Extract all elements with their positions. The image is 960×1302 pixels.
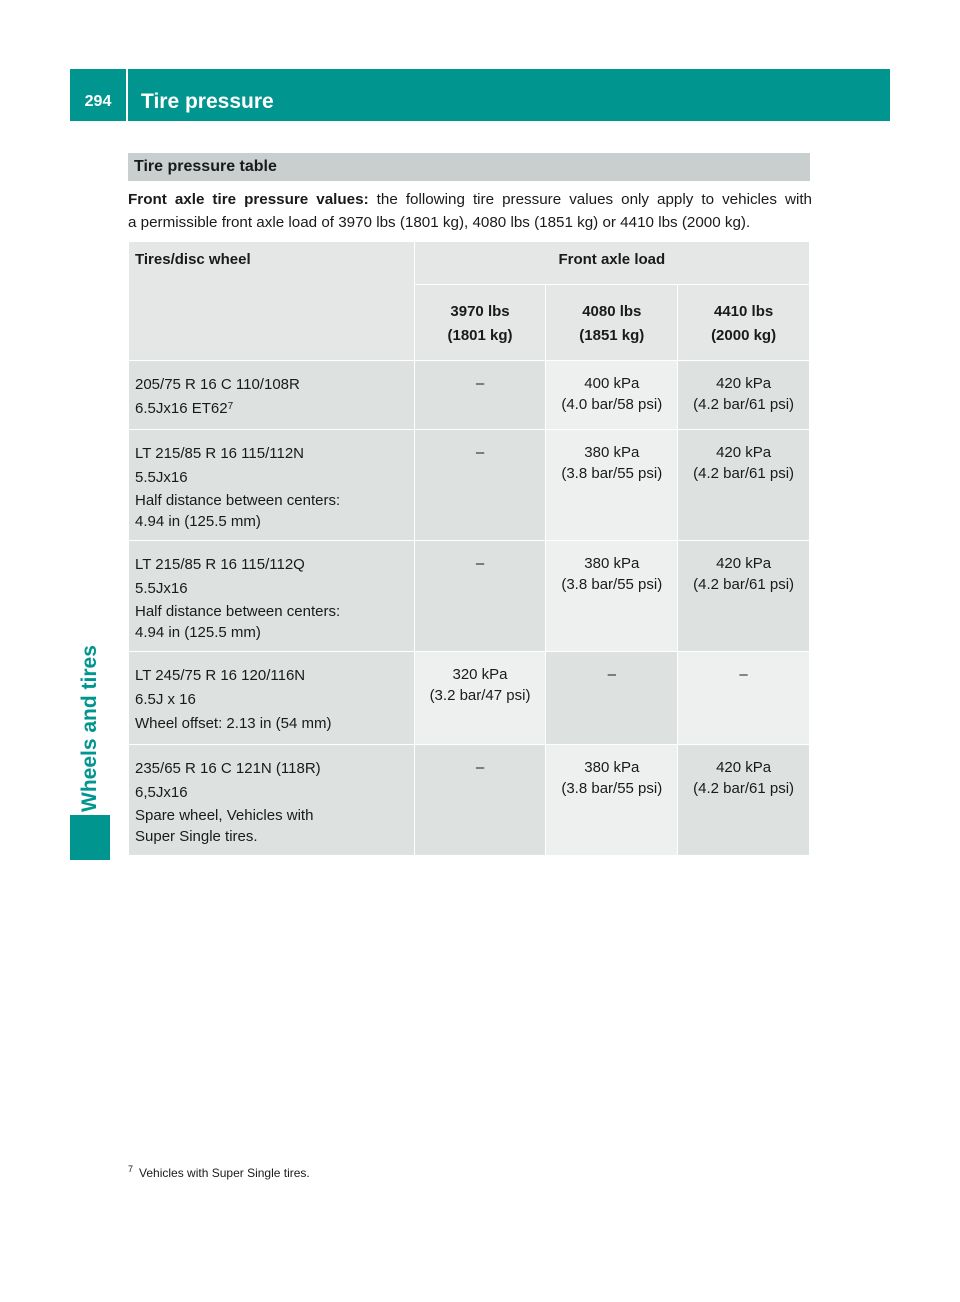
value-cell: 380 kPa (3.8 bar/55 psi)	[546, 745, 678, 856]
tire-pressure-table	[128, 241, 810, 856]
footnote-ref: 7	[227, 401, 234, 412]
load-lbs: 4080 lbs	[582, 303, 642, 320]
value-cell: –	[414, 745, 546, 856]
tire-note: Spare wheel, Vehicles with	[135, 807, 314, 824]
load-lbs: 4410 lbs	[713, 303, 774, 320]
load-kg: (1851 kg)	[579, 327, 645, 344]
tire-size: LT 215/85 R 16 115/112N	[135, 445, 305, 462]
side-tab-label[interactable]: Wheels and tires	[78, 645, 101, 812]
intro-paragraph	[128, 188, 812, 234]
side-tab-marker	[70, 815, 110, 860]
load-kg: (2000 kg)	[711, 327, 777, 344]
intro-line-2: a permissible front axle load of 3970 lbs (1801 kg), 4080 lbs (1851 kg) or 4410 lbs (2000 kg).	[128, 214, 751, 231]
page-title: Tire pressure	[141, 90, 274, 113]
table-header-row	[129, 242, 810, 285]
tire-note: 4.94 in (125.5 mm)	[135, 624, 261, 641]
intro-line-1: the following tire pressure values only apply to vehicles with	[368, 191, 812, 208]
load-lbs: 3970 lbs	[450, 303, 510, 320]
tire-size: LT 215/85 R 16 115/112Q	[135, 556, 305, 573]
tire-cell	[129, 652, 415, 745]
wheel-size: 6,5Jx16	[135, 784, 188, 801]
value-cell: 400 kPa (4.0 bar/58 psi)	[546, 361, 678, 430]
wheel-size: 5.5Jx16	[135, 469, 188, 486]
value-cell: 420 kPa (4.2 bar/61 psi)	[678, 541, 810, 652]
tire-note: Half distance between centers:	[135, 492, 341, 509]
footnote	[128, 1166, 310, 1180]
wheel-size: 5.5Jx16	[135, 580, 188, 597]
tire-size: 235/65 R 16 C 121N (118R)	[135, 760, 321, 777]
wheel-size: 6.5Jx16 $ET62^7$	[135, 400, 234, 417]
tire-note: Half distance between centers:	[135, 603, 341, 620]
load-header-1	[414, 285, 546, 361]
load-header-3	[678, 285, 810, 361]
value-cell: 420 kPa (4.2 bar/61 psi)	[678, 430, 810, 541]
tire-cell	[129, 745, 415, 856]
tire-size: 205/75 R 16 C 110/108R	[135, 376, 300, 393]
page-number: 294	[84, 93, 112, 110]
value-cell: –	[546, 652, 678, 745]
load-header-2	[546, 285, 678, 361]
footnote-mark: 7	[128, 1164, 134, 1174]
header-divider	[126, 69, 128, 121]
table-row	[129, 541, 810, 652]
intro-bold: Front axle tire pressure values:	[128, 191, 369, 208]
table-row	[129, 745, 810, 856]
col-header-front-axle: Front axle load	[414, 242, 809, 285]
tire-cell	[129, 430, 415, 541]
value-cell: 380 kPa (3.8 bar/55 psi)	[546, 541, 678, 652]
tire-size: LT 245/75 R 16 120/116N	[135, 667, 306, 684]
value-cell: –	[414, 430, 546, 541]
col-header-tires: Tires/disc wheel	[129, 242, 415, 361]
tire-note: 4.94 in (125.5 mm)	[135, 513, 261, 530]
footnote-text: Vehicles with Super Single tires.	[139, 1166, 310, 1180]
value-cell: –	[678, 652, 810, 745]
tire-note: Super Single tires.	[135, 828, 258, 845]
tire-note: Wheel offset: 2.13 in (54 mm)	[135, 715, 332, 732]
table-row	[129, 652, 810, 745]
table-row	[129, 430, 810, 541]
section-heading: Tire pressure table	[128, 153, 810, 181]
value-cell: 420 kPa (4.2 bar/61 psi)	[678, 745, 810, 856]
value-cell: 380 kPa (3.8 bar/55 psi)	[546, 430, 678, 541]
load-kg: (1801 kg)	[447, 327, 513, 344]
value-cell: 320 kPa (3.2 bar/47 psi)	[414, 652, 546, 745]
tire-cell	[129, 541, 415, 652]
value-cell: –	[414, 361, 546, 430]
wheel-size: 6.5J x 16	[135, 691, 196, 708]
value-cell: 420 kPa (4.2 bar/61 psi)	[678, 361, 810, 430]
tire-cell	[129, 361, 415, 430]
table-row	[129, 361, 810, 430]
value-cell: –	[414, 541, 546, 652]
